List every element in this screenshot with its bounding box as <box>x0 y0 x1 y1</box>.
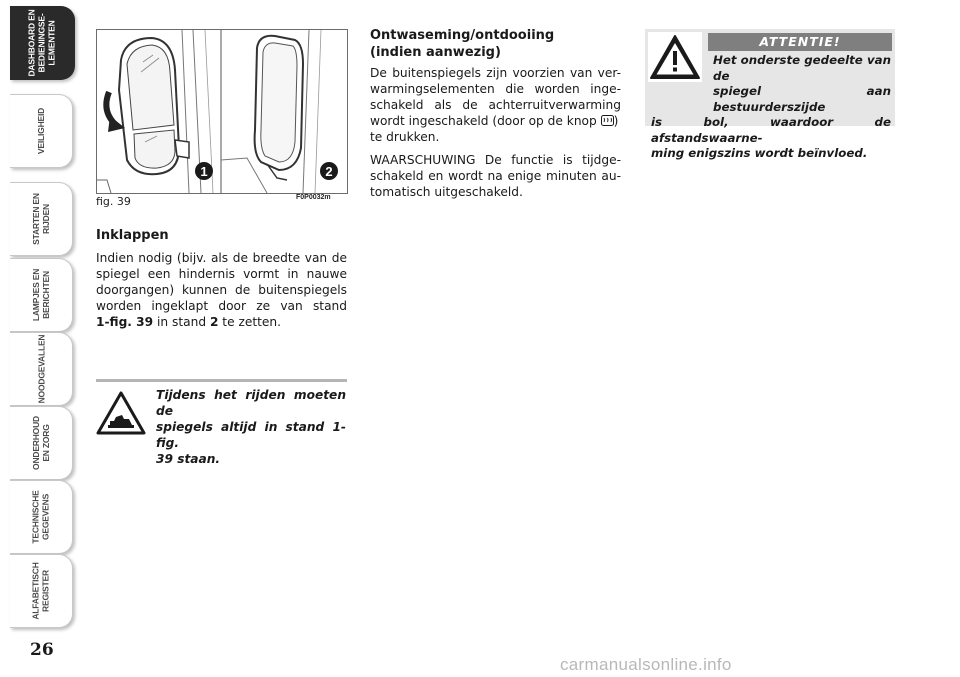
inklappen-paragraph <box>96 250 347 330</box>
figure-marker-2: 2 <box>325 164 333 179</box>
text-fragment: ) <box>613 114 619 128</box>
text-line: spiegel aan bestuurderszijde <box>713 84 891 114</box>
warning-triangle-icon <box>96 391 146 435</box>
tab-label: NOODGEVALLEN <box>36 334 47 404</box>
driving-notice <box>96 379 347 466</box>
text-line: worden ingeklapt door ze van stand <box>96 299 347 313</box>
rear-defrost-icon <box>601 115 614 126</box>
figure-caption: fig. 39 <box>96 195 131 208</box>
tab-veiligheid[interactable] <box>10 94 73 168</box>
text-line <box>370 113 621 129</box>
tab-dashboard[interactable] <box>10 6 75 80</box>
middle-column <box>370 27 621 207</box>
heading-line: (indien aanwezig) <box>370 45 501 60</box>
ontwaseming-paragraph <box>370 65 621 145</box>
page-number: 26 <box>30 640 54 660</box>
mirror-illustration <box>97 30 347 193</box>
text-line <box>96 314 347 330</box>
left-column <box>96 227 347 337</box>
tab-label: STARTEN EN RIJDEN <box>31 193 51 245</box>
text-fragment: in stand <box>153 315 210 329</box>
tab-lampjes-en-berichten[interactable] <box>10 258 73 332</box>
text-line: warmingselementen die worden inge- <box>370 82 621 96</box>
tab-noodgevallen[interactable] <box>10 332 73 406</box>
tab-onderhoud-en-zorg[interactable] <box>10 406 73 480</box>
tab-label: ONDERHOUD EN ZORG <box>31 416 51 470</box>
attention-box <box>645 29 895 160</box>
text-line: Het onderste gedeelte van de <box>713 53 891 83</box>
text-fragment: wordt ingeschakeld (door op de knop <box>370 114 601 128</box>
attention-title: ATTENTIE! <box>708 33 892 51</box>
text-line: WAARSCHUWING De functie is tijdge- <box>370 153 621 167</box>
text-line: schakeld als de achterruitverwarming <box>370 98 621 112</box>
notice-text <box>156 387 346 467</box>
tab-label: DASHBOARD EN BEDIENINGSE- LEMENTEN <box>27 9 57 77</box>
bold-ref: 1-fig. 39 <box>96 315 154 329</box>
text-line: 39 staan. <box>156 452 221 466</box>
text-line: ming enigszins wordt beïnvloed. <box>651 146 868 160</box>
text-line: schakeld en wordt na enige minuten au- <box>370 169 621 183</box>
text-line: doorgangen) kunnen de buitenspiegels <box>96 283 347 297</box>
warning-paragraph <box>370 152 621 200</box>
text-line: Tijdens het rijden moeten de <box>156 388 346 418</box>
tab-label: TECHNISCHE GEGEVENS <box>30 490 51 544</box>
text-line: tomatisch uitgeschakeld. <box>370 185 523 199</box>
tab-label: VEILIGHEID <box>36 107 46 155</box>
tab-label: LAMPJES EN BERICHTEN <box>30 268 51 322</box>
text-line: Indien nodig (bijv. als de breedte van de <box>96 251 347 265</box>
text-fragment: te zetten. <box>218 315 281 329</box>
section-heading-ontwaseming <box>370 27 621 61</box>
mirror-figure <box>96 29 348 194</box>
chapter-sidebar <box>0 0 80 677</box>
heading-line: Ontwaseming/ontdooiing <box>370 28 555 43</box>
text-line: te drukken. <box>370 130 440 144</box>
bold-ref: 2 <box>209 315 219 329</box>
tab-technische-gegevens[interactable] <box>10 480 73 554</box>
watermark: carmanualsonline.info <box>560 655 732 674</box>
tab-label: ALFABETISCH REGISTER <box>31 562 51 620</box>
figure-code: F0P0032m <box>296 194 331 201</box>
attention-text <box>651 53 891 162</box>
tab-alfabetisch-register[interactable] <box>10 554 73 628</box>
section-heading-inklappen: Inklappen <box>96 228 169 243</box>
text-line: spiegels altijd in stand 1-fig. <box>156 420 346 450</box>
figure-marker-1: 1 <box>200 164 208 179</box>
text-line: spiegel een hindernis vormt in nauwe <box>96 267 347 281</box>
text-line: is bol, waardoor de afstandswaarne- <box>651 115 891 145</box>
text-line: De buitenspiegels zijn voorzien van ver- <box>370 66 621 80</box>
tab-starten-en-rijden[interactable] <box>10 182 73 256</box>
